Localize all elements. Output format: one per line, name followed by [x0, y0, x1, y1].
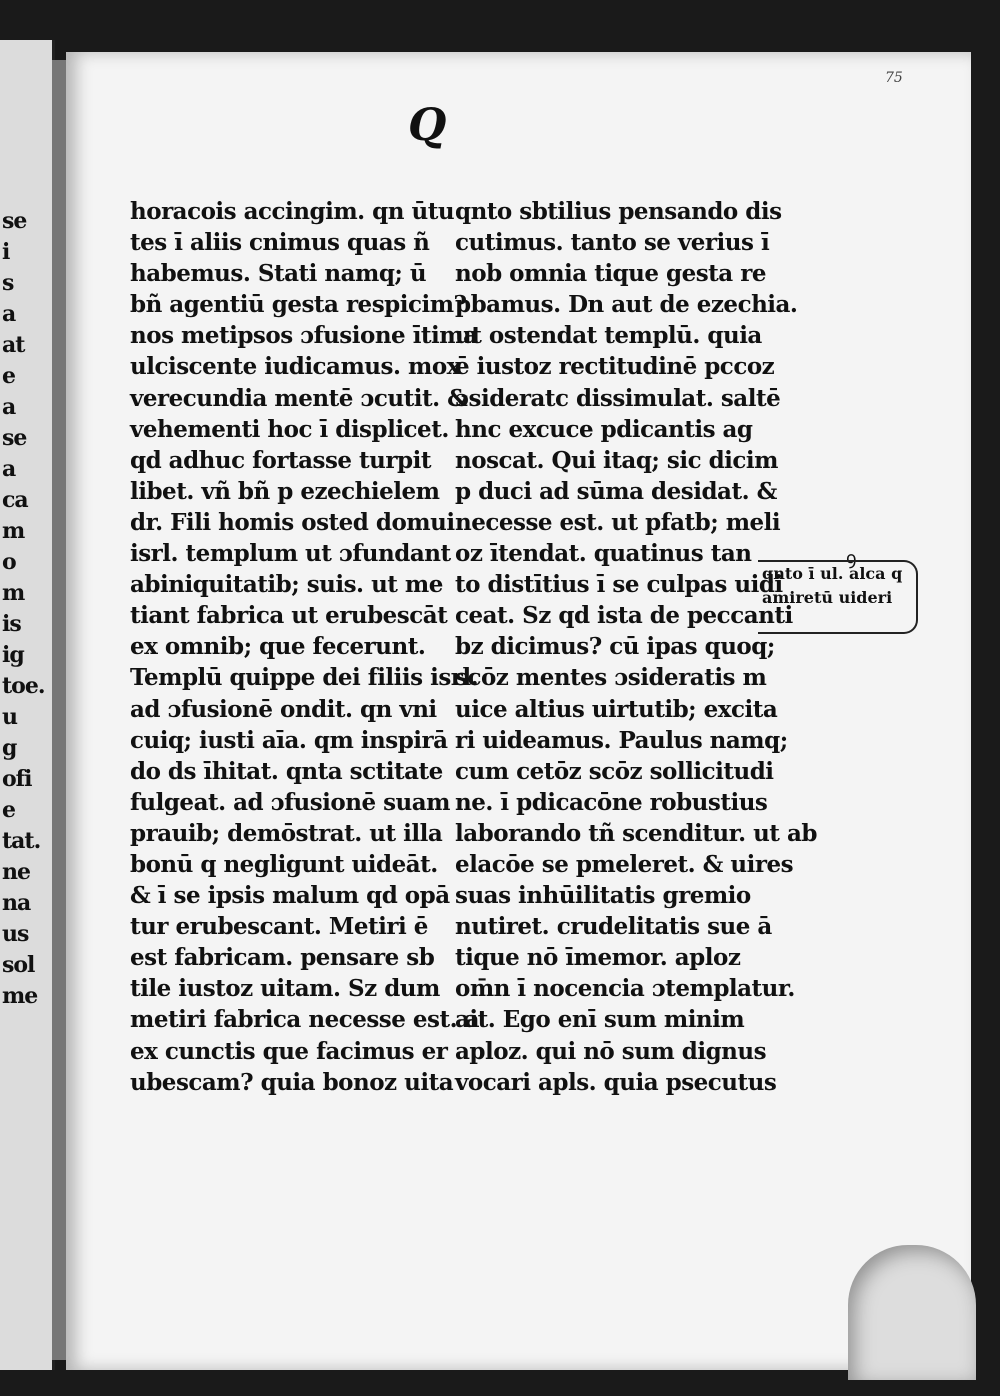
text-line: ulciscente iudicamus. mox — [130, 353, 460, 381]
text-line: habemus. Stati namq; ū — [130, 260, 427, 288]
text-line: & ī se ipsis malum qd opā — [130, 882, 450, 910]
text-line: hnc excuce pdicantis ag — [455, 415, 753, 443]
text-line: bonū q negligunt uideāt. — [130, 850, 438, 878]
text-line: ut ostendat templū. quia — [455, 322, 762, 350]
facing-page-fragment: ofi — [2, 766, 32, 792]
text-line: abiniquitatib; suis. ut me — [130, 571, 443, 599]
text-line: bñ agentiū gesta respicim? — [130, 291, 467, 319]
text-line: tes ī aliis cnimus quas ñ — [130, 229, 430, 257]
text-line: ait. Ego enī sum minim — [455, 1006, 745, 1034]
text-line: scōz mentes ɔsideratis m — [455, 664, 767, 692]
gloss-line: qnto ī ul. alca q — [762, 564, 903, 583]
text-line: ɔsideratc dissimulat. saltē — [455, 384, 781, 412]
text-line: tique nō īmemor. aploz — [455, 944, 741, 972]
text-line: nob omnia tique gesta re — [455, 260, 766, 288]
text-line: vocari apls. quia psecutus — [455, 1068, 777, 1096]
text-line: ē iustoz rectitudinē pccoz — [455, 353, 775, 381]
facing-page-fragment: e — [2, 363, 15, 389]
facing-page-fragment: i — [2, 239, 10, 265]
text-line: do ds īhitat. qnta sctitate — [130, 757, 443, 785]
facing-page-fragment: o — [2, 549, 16, 575]
text-line: necesse est. ut pfatb; meli — [455, 508, 781, 536]
text-line: suas inhūilitatis gremio — [455, 882, 751, 910]
left-text-column — [130, 196, 479, 1098]
facing-page-fragment: is — [2, 611, 21, 637]
text-line: cuiq; iusti aīa. qm inspirā — [130, 726, 448, 754]
facing-page-fragment: a — [2, 394, 16, 420]
text-line: tiant fabrica ut erubescāt — [130, 602, 448, 630]
text-line: ad ɔfusionē ondit. qn vni — [130, 695, 437, 723]
facing-page-edge — [0, 40, 55, 1370]
right-text-column — [455, 196, 817, 1098]
facing-page-fragment: me — [2, 983, 38, 1009]
text-line: metiri fabrica necesse est. a — [130, 1006, 479, 1034]
facing-page-fragment: m — [2, 518, 25, 544]
text-line: est fabricam. pensare sb — [130, 944, 435, 972]
marginal-gloss — [758, 560, 918, 634]
heading-mark: Q — [408, 100, 447, 151]
text-line: ex omnib; que fecerunt. — [130, 633, 426, 661]
text-line: nos metipsos ɔfusione ītima — [130, 322, 478, 350]
text-line: Templū quippe dei filiis isrl. — [130, 664, 479, 692]
facing-page-fragment: u — [2, 704, 17, 730]
text-line: horacois accingim. qn ūtu — [130, 198, 455, 225]
text-line: ne. ī pdicacōne robustius — [455, 788, 768, 816]
text-line: bz dicimus? cū ipas quoq; — [455, 633, 775, 661]
text-line: ceat. Sz qd ista de peccanti — [455, 602, 793, 630]
text-line: cutimus. tanto se verius ī — [455, 229, 770, 257]
facing-page-fragment: ca — [2, 487, 28, 513]
text-line: tur erubescant. Metiri ē — [130, 913, 428, 941]
text-line: fulgeat. ad ɔfusionē suam — [130, 788, 451, 816]
text-line: isrl. templum ut ɔfundant — [130, 540, 451, 568]
text-line: pbamus. Dn aut de ezechia. — [455, 291, 798, 319]
facing-page-fragment: m — [2, 580, 25, 606]
folio-number: 75 — [885, 70, 903, 86]
text-line: tile iustoz uitam. Sz dum — [130, 975, 440, 1003]
text-line: verecundia mentē ɔcutit. & — [130, 384, 468, 412]
gloss-line: amiretū uideri — [762, 588, 893, 607]
facing-page-fragment: se — [2, 425, 27, 451]
facing-page-fragment: us — [2, 921, 29, 947]
facing-page-fragment: a — [2, 456, 16, 482]
facing-page-fragment: e — [2, 797, 15, 823]
text-line: ubescam? quia bonoz uita — [130, 1068, 454, 1096]
gloss-flourish: ꝯ — [846, 548, 857, 569]
facing-page-fragment: s — [2, 270, 14, 296]
text-line: oz ītendat. quatinus tan — [455, 540, 752, 568]
text-line: noscat. Qui itaq; sic dicim — [455, 446, 778, 474]
text-line: om̄n ī nocencia ɔtemplatur. — [455, 975, 795, 1003]
text-line: laborando tñ scenditur. ut ab — [455, 819, 817, 847]
facing-page-fragment: na — [2, 890, 31, 916]
facing-page-fragment: at — [2, 332, 25, 358]
facing-page-fragment: g — [2, 735, 17, 761]
text-line: vehementi hoc ī displicet. — [130, 415, 449, 443]
text-line: p duci ad sūma desidat. & — [455, 477, 777, 505]
thumb-holding-page — [848, 1245, 976, 1380]
facing-page-fragment: a — [2, 301, 16, 327]
text-line: cum cetōz scōz sollicitudi — [455, 757, 774, 785]
text-line: ri uideamus. Paulus namq; — [455, 726, 788, 754]
text-line: nutiret. crudelitatis sue ā — [455, 913, 772, 941]
facing-page-fragment: ne — [2, 859, 30, 885]
text-line: uice altius uirtutib; excita — [455, 695, 778, 723]
text-line: libet. vñ bñ p ezechielem — [130, 477, 440, 505]
facing-page-fragment: se — [2, 208, 27, 234]
text-line: qd adhuc fortasse turpit — [130, 446, 431, 474]
facing-page-fragment: tat. — [2, 828, 41, 854]
text-line: to distītius ī se culpas uidi — [455, 571, 783, 599]
facing-page-fragment: ig — [2, 642, 24, 668]
text-line: dr. Fili homis osted domui — [130, 508, 455, 536]
text-line: elacōe se pmeleret. & uires — [455, 850, 794, 878]
facing-page-fragment: toe. — [2, 673, 45, 699]
text-line: qnto sbtilius pensando dis — [455, 198, 782, 225]
text-line: prauib; demōstrat. ut illa — [130, 819, 443, 847]
facing-page-fragment: sol — [2, 952, 35, 978]
text-line: ex cunctis que facimus er — [130, 1037, 448, 1065]
text-line: aploz. qui nō sum dignus — [455, 1037, 767, 1065]
